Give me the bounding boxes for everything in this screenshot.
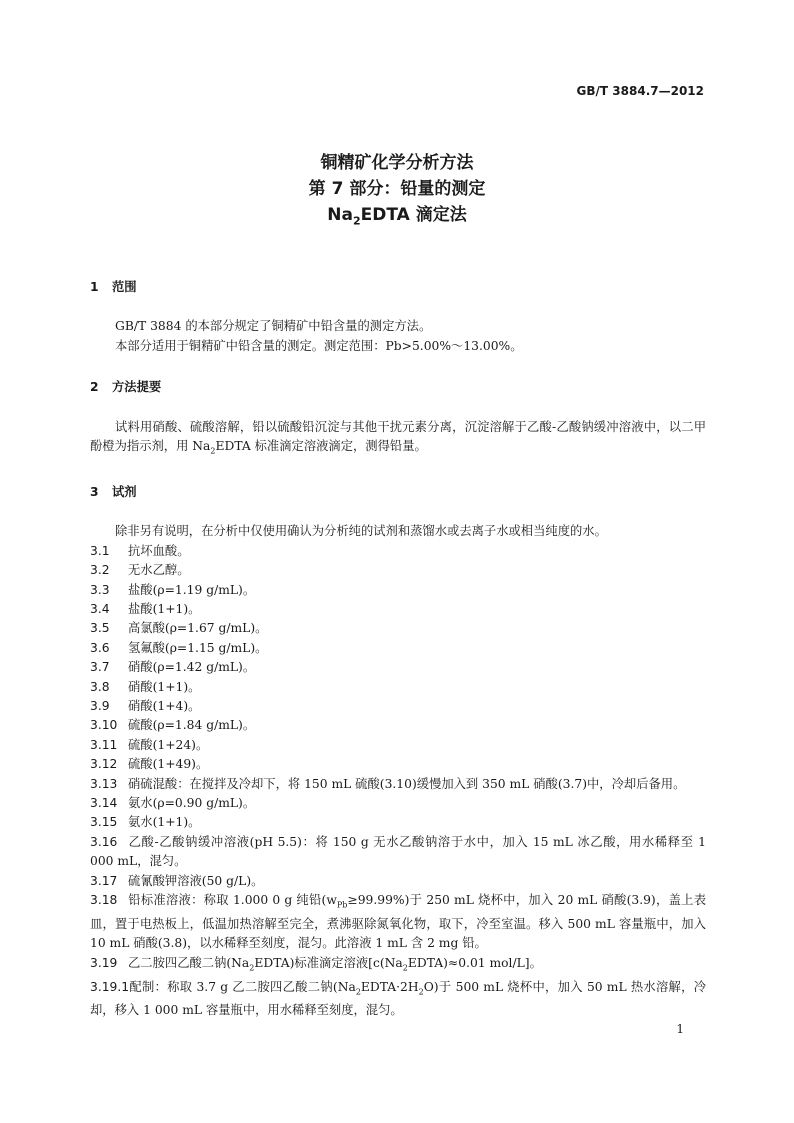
reagent-item-number: 3.6 [90,640,110,655]
reagent-item [90,678,706,697]
reagent-item-text: 硝酸(ρ=1.42 g/mL)。 [128,660,256,675]
reagent-item [90,736,706,755]
reagents-intro: 除非另有说明，在分析中仅使用确认为分析纯的试剂和蒸馏水或去离子水或相当纯度的水。 [115,524,607,539]
reagent-item [90,542,706,561]
reagent-item [90,775,706,794]
reagent-item-text: 无水乙醇。 [128,563,190,578]
reagent-item-number: 3.15 [90,815,118,830]
reagent-item-text: 硫酸(1+24)。 [128,737,209,752]
reagent-item [90,600,706,619]
reagent-item-number: 3.9 [90,698,110,713]
reagent-item-number: 3.12 [90,757,118,772]
scope-paragraph-2: 本部分适用于铜精矿中铅含量的测定。测定范围：Pb>5.00%～13.00%。 [115,338,523,353]
reagent-item-text: 硫氰酸钾溶液(50 g/L)。 [128,873,264,888]
reagent-item-number: 3.5 [90,621,110,636]
reagent-item-number: 3.16 [90,834,118,849]
reagent-list [90,542,706,891]
scope-paragraph-1: GB/T 3884 的本部分规定了铜精矿中铅含量的测定方法。 [115,319,432,334]
reagent-item [90,833,706,872]
reagent-item-text: 硝酸(1+1)。 [128,679,201,694]
reagent-item-text: 硝酸(1+4)。 [128,698,201,713]
page-number: 1 [676,1022,684,1036]
method-paragraph: 试料用硝酸、硫酸溶解，铅以硫酸铅沉淀与其他干扰元素分离，沉淀溶解于乙酸-乙酸钠缓冲溶液中，以二甲酚橙为指示剂，用 $Na_2EDTA$ 标准滴定溶液滴定，测得铅量。 [90,419,706,456]
document-body [90,278,706,1021]
reagent-item-text: 氨水(1+1)。 [128,815,201,830]
reagent-item-number: 3.3 [90,582,110,597]
reagent-item-number: 3.13 [90,776,118,791]
reagent-item-number: 3.4 [90,601,110,616]
reagent-item-number: 3.8 [90,679,110,694]
reagent-item [90,872,706,891]
reagent-item-text: 乙酸-乙酸钠缓冲溶液(pH 5.5)：将 150 g 无水乙酸钠溶于水中，加入 15 mL 冰乙酸，用水稀释至 1 000 mL，混匀。 [90,834,706,869]
standard-code: GB/T 3884.7—2012 [576,84,704,98]
reagent-item-number: 3.2 [90,563,110,578]
title-line-3: $Na_2EDTA$ 滴定法 [327,205,467,228]
reagent-item: 3.19.1配制：称取 3.7 g 乙二胺四乙酸二钠$(Na_2EDTA\cdot 2H_2O)$于 500 mL 烧杯中，加入 50 mL 热水溶解，冷却，移入 1 000 mL 容量瓶中，用水稀释至刻度，混匀。 [90,979,707,1018]
reagent-item-number: 3.7 [90,660,110,675]
section-heading-reagents: 3 试剂 [90,484,137,499]
reagent-item [90,619,706,638]
reagent-item [90,639,706,658]
title-line-2: 第 7 部分：铅量的测定 [308,179,486,199]
reagent-item-text: 硫酸(ρ=1.84 g/mL)。 [128,718,256,733]
section-heading-method: 2 方法提要 [90,380,162,395]
reagent-item-text: 硝硫混酸：在搅拌及冷却下，将 150 mL 硫酸(3.10)缓慢加入到 350 mL 硝酸(3.7)中，冷却后备用。 [128,776,686,791]
reagent-item [90,716,706,735]
reagent-item [90,813,706,832]
document-title [0,150,794,234]
reagent-item [90,794,706,813]
reagent-item-text: 氢氟酸(ρ=1.15 g/mL)。 [128,640,268,655]
reagent-item [90,658,706,677]
reagent-item-text: 盐酸(1+1)。 [128,601,201,616]
reagent-item-number: 3.11 [90,737,118,752]
reagent-item-text: 盐酸(ρ=1.19 g/mL)。 [128,582,256,597]
reagent-item-number: 3.10 [90,718,118,733]
reagent-item-number: 3.1 [90,543,110,558]
reagent-item: 3.19 乙二胺四乙酸二钠$(Na_2EDTA)$标准滴定溶液[$c(Na_2EDTA)\approx 0.01$ mol/L]。 [90,955,542,973]
reagent-item-text: 硫酸(1+49)。 [128,757,209,772]
reagent-item-number: 3.17 [90,873,118,888]
reagent-item [90,755,706,774]
reagent-item [90,581,706,600]
reagent-item-text: 高氯酸(ρ=1.67 g/mL)。 [128,621,268,636]
reagent-item [90,697,706,716]
section-heading-scope: 1 范围 [90,280,137,294]
title-line-1: 铜精矿化学分析方法 [320,153,474,173]
reagent-item [90,561,706,580]
reagent-item-text: 抗坏血酸。 [128,543,190,558]
reagent-item: 3.18 铅标准溶液：称取 1.000 0 g 纯铅$(w_{Pb}\ge 99.99\%)$于 250 mL 烧杯中，加入 20 mL 硝酸(3.9)，盖上表皿，置于电热板上，低温加热溶解至完全，煮沸驱除氮氧化物，取下，冷至室温。移入 500 mL 容量瓶中，加入 10 mL 硝酸(3.8)，以水稀释至刻度，混匀。此溶液 1 mL 含 2 mg 铅。 [90,893,706,951]
reagent-item-number: 3.14 [90,795,118,810]
reagent-item-text: 氨水(ρ=0.90 g/mL)。 [128,795,256,810]
